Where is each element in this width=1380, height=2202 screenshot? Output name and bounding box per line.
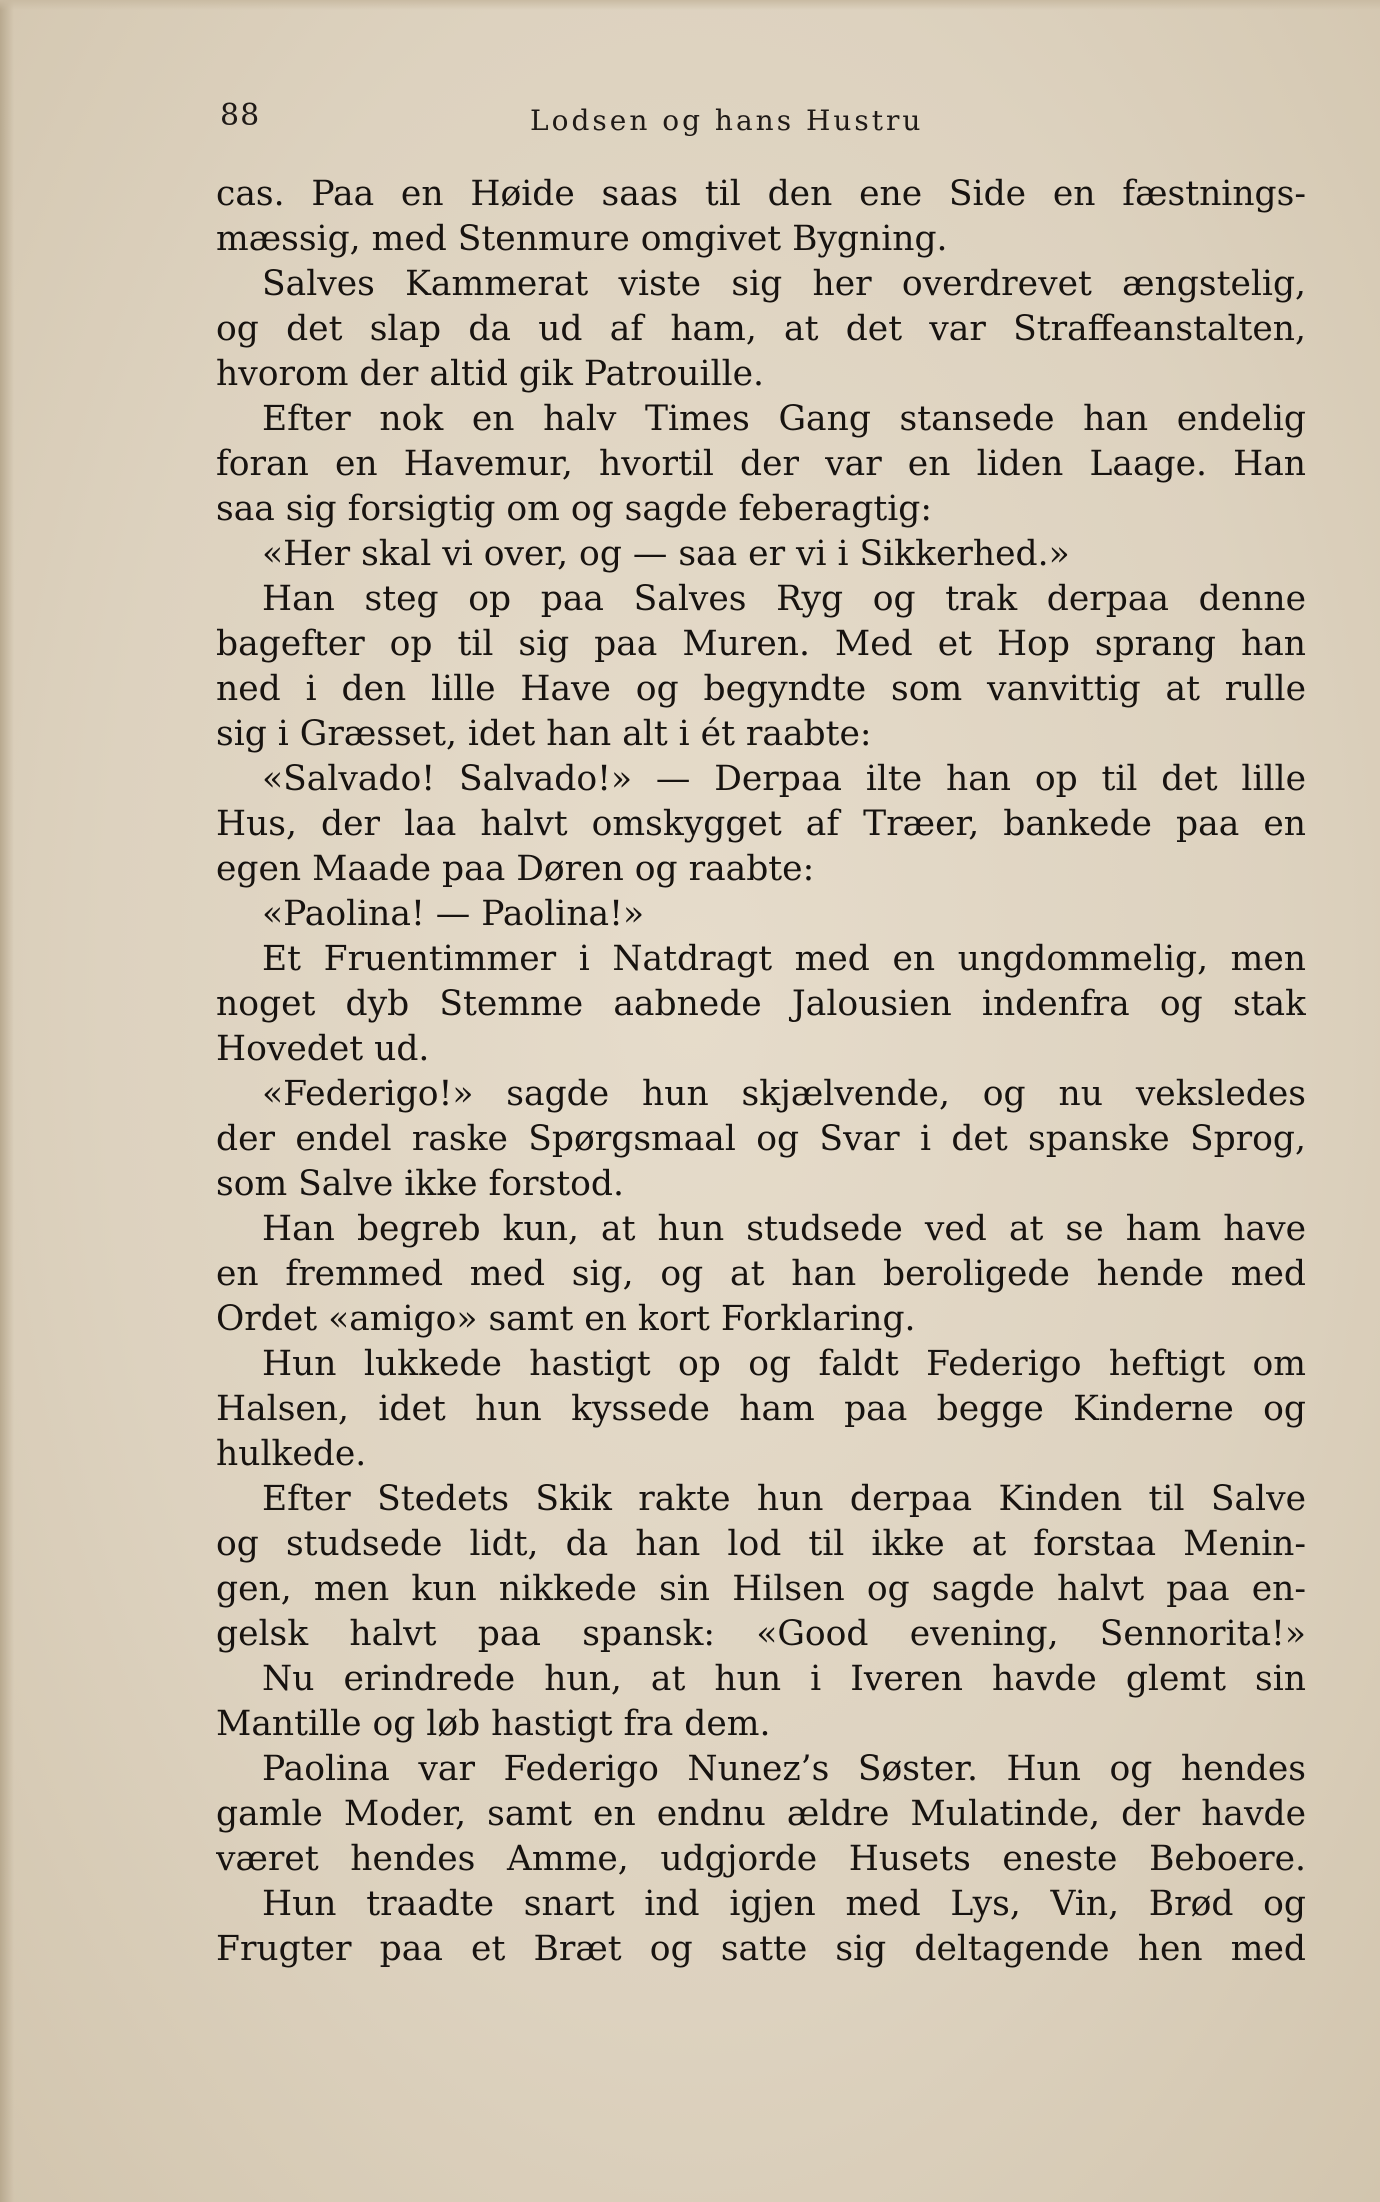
text-line: der endel raske Spørgsmaal og Svar i det spanske Sprog, <box>216 1119 1306 1159</box>
text-line: Han begreb kun, at hun studsede ved at se ham have <box>262 1209 1306 1249</box>
text-line: mæssig, med Stenmure omgivet Bygning. <box>216 219 948 259</box>
text-line: Et Fruentimmer i Natdragt med en ungdommelig, men <box>262 939 1306 979</box>
text-line: Salves Kammerat viste sig her overdrevet ængstelig, <box>262 264 1306 304</box>
text-line: og det slap da ud af ham, at det var Straffeanstalten, <box>216 309 1306 349</box>
text-line: gamle Moder, samt en endnu ældre Mulatinde, der havde <box>216 1794 1306 1834</box>
text-line: noget dyb Stemme aabnede Jalousien indenfra og stak <box>216 984 1306 1024</box>
text-line: «Paolina! — Paolina!» <box>262 894 645 934</box>
text-line: Mantille og løb hastigt fra dem. <box>216 1704 771 1744</box>
text-line: været hendes Amme, udgjorde Husets eneste Beboere. <box>216 1839 1306 1879</box>
text-line: sig i Græsset, idet han alt i ét raabte: <box>216 714 872 754</box>
text-line: Hus, der laa halvt omskygget af Træer, bankede paa en <box>216 804 1306 844</box>
text-line: saa sig forsigtig om og sagde feberagtig: <box>216 489 932 529</box>
page-header <box>220 98 1000 148</box>
text-line: og studsede lidt, da han lod til ikke at forstaa Menin- <box>216 1524 1306 1564</box>
text-line: Efter Stedets Skik rakte hun derpaa Kinden til Salve <box>262 1479 1306 1519</box>
text-line: Paolina var Federigo Nunez’s Søster. Hun og hendes <box>262 1749 1306 1789</box>
text-line: Ordet «amigo» samt en kort Forklaring. <box>216 1299 916 1339</box>
text-line: en fremmed med sig, og at han beroligede hende med <box>216 1254 1306 1294</box>
text-line: Hun traadte snart ind igjen med Lys, Vin, Brød og <box>262 1884 1306 1924</box>
text-line: Halsen, idet hun kyssede ham paa begge Kinderne og <box>216 1389 1306 1429</box>
text-line: Efter nok en halv Times Gang stansede han endelig <box>262 399 1306 439</box>
text-line: egen Maade paa Døren og raabte: <box>216 849 815 889</box>
text-line: gelsk halvt paa spansk: «Good evening, Sennorita!» <box>216 1614 1306 1654</box>
text-line: «Federigo!» sagde hun skjælvende, og nu veksledes <box>262 1074 1306 1114</box>
page-top-shadow <box>0 0 1380 10</box>
page-number: 88 <box>220 98 261 133</box>
text-line: ned i den lille Have og begyndte som vanvittig at rulle <box>216 669 1306 709</box>
text-line: cas. Paa en Høide saas til den ene Side en fæstnings- <box>216 174 1306 214</box>
text-line: Hovedet ud. <box>216 1029 430 1069</box>
page-edge-shadow <box>0 0 14 2202</box>
body-text <box>216 172 1306 1972</box>
running-title: Lodsen og hans Hustru <box>530 104 924 137</box>
text-line: Frugter paa et Bræt og satte sig deltagende hen med <box>216 1929 1306 1969</box>
text-line: Nu erindrede hun, at hun i Iveren havde glemt sin <box>262 1659 1306 1699</box>
text-line: bagefter op til sig paa Muren. Med et Hop sprang han <box>216 624 1306 664</box>
text-line: «Her skal vi over, og — saa er vi i Sikkerhed.» <box>262 534 1070 574</box>
text-line: «Salvado! Salvado!» — Derpaa ilte han op til det lille <box>262 759 1306 799</box>
text-line: hulkede. <box>216 1434 367 1474</box>
text-line: foran en Havemur, hvortil der var en liden Laage. Han <box>216 444 1306 484</box>
text-line: Han steg op paa Salves Ryg og trak derpaa denne <box>262 579 1306 619</box>
text-line: som Salve ikke forstod. <box>216 1164 624 1204</box>
text-line: gen, men kun nikkede sin Hilsen og sagde halvt paa en- <box>216 1569 1306 1609</box>
text-line: Hun lukkede hastigt op og faldt Federigo heftigt om <box>262 1344 1306 1384</box>
text-line: hvorom der altid gik Patrouille. <box>216 354 764 394</box>
